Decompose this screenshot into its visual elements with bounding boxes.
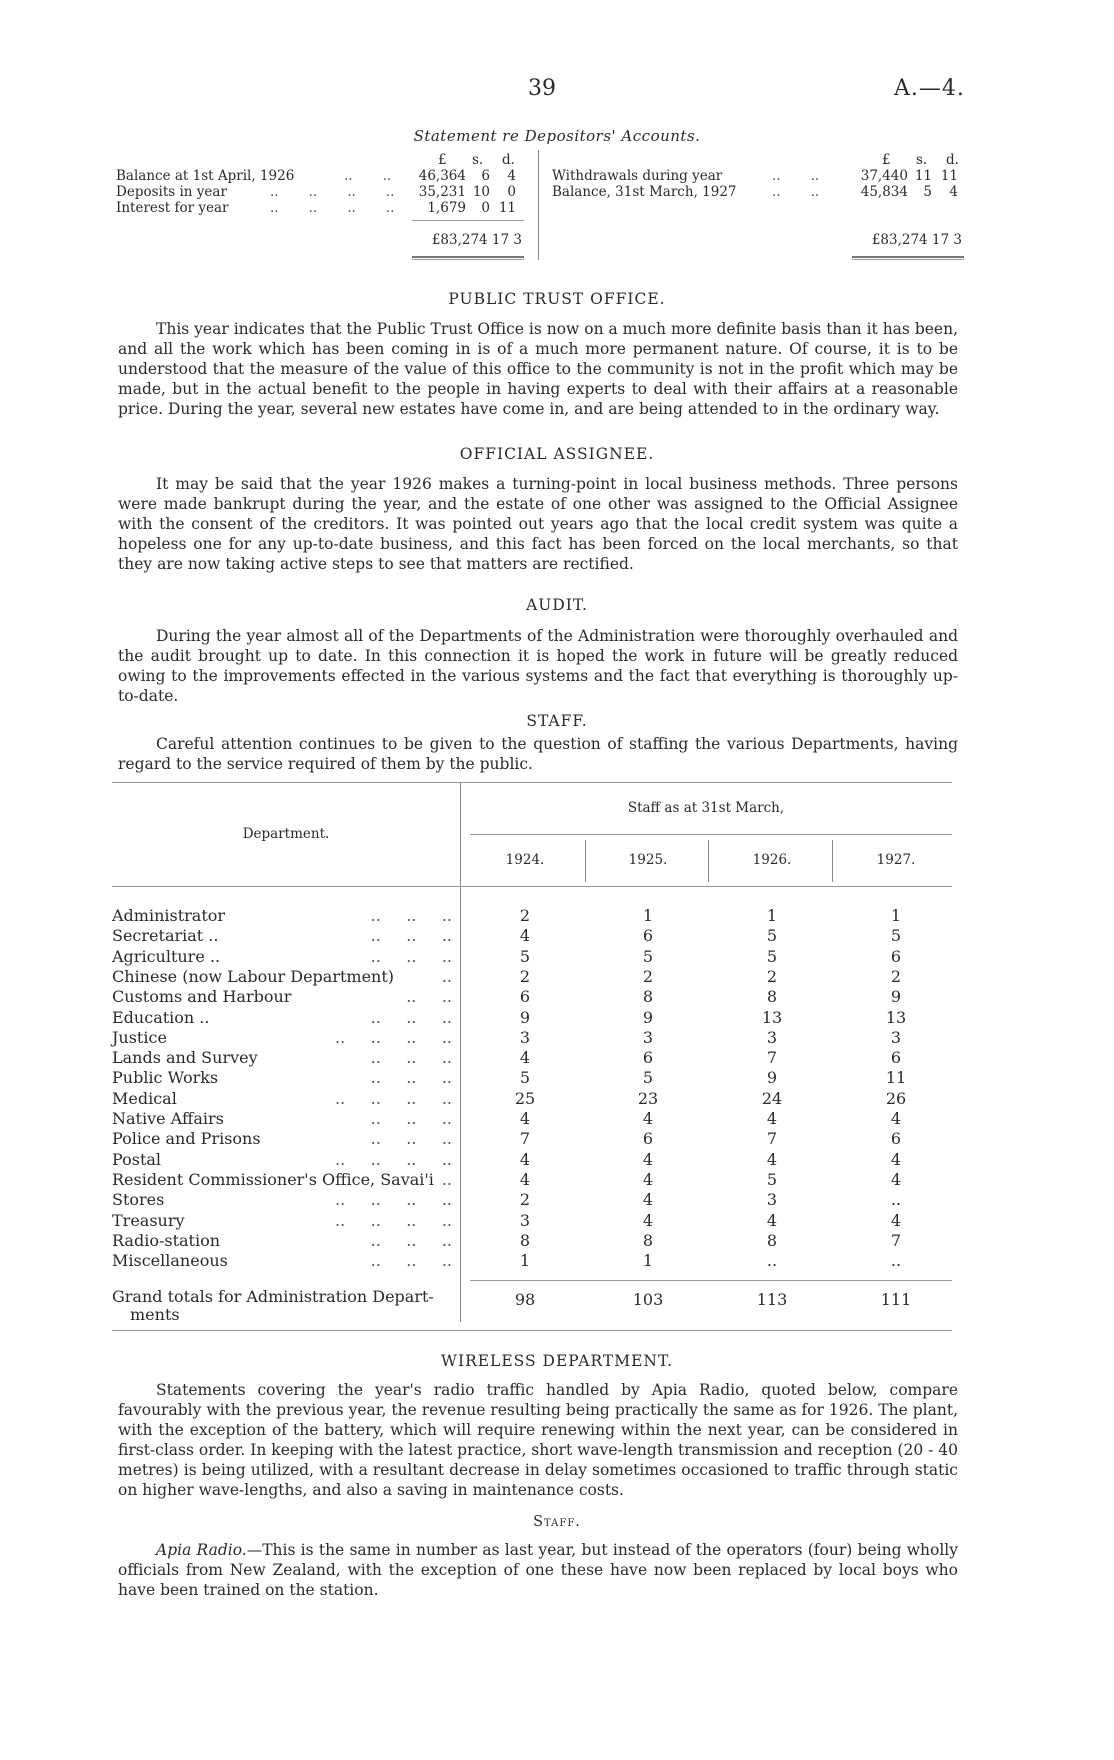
- pounds-value: 37,440: [860, 168, 908, 184]
- staff-count: 6: [642, 1129, 654, 1149]
- section-text: Statements covering the year's radio traffic handled by Apia Radio, quoted below, compare favourably with the previous year, the revenue resulting being practically the same as for 1926. The plant, with the exception of the battery, which will require renewing within the next year, can be considered in first-class order. In keeping with the latest practice, short wave-length transmission and reception (20 - 40 metres) is being utilized, with a resultant decrease in delay sometimes occasioned to traffic through static on higher wave-lengths, and also a saving in maintenance costs.: [118, 1381, 958, 1499]
- leader-dots: .. .. ..: [360, 946, 452, 966]
- staff-count: 8: [642, 987, 654, 1007]
- staff-count: 9: [766, 1068, 778, 1088]
- statement-divider: [538, 150, 539, 260]
- table-row: [112, 1211, 952, 1231]
- dept-name: Radio-station: [112, 1230, 221, 1250]
- sub-lead: Apia Radio.: [156, 1541, 247, 1559]
- table-row: [112, 1028, 952, 1048]
- section-heading: OFFICIAL ASSIGNEE.: [459, 445, 655, 463]
- leader-dots: .. .. ..: [370, 1230, 452, 1250]
- leader-dots: .. .. .. ..: [335, 1190, 452, 1210]
- staff-count: 6: [890, 946, 902, 966]
- sum-rule: [412, 220, 524, 221]
- leader-dots: .. ..: [344, 168, 392, 184]
- staff-count: 25: [514, 1088, 536, 1108]
- table-bottom-rule: [112, 1330, 952, 1331]
- staff-count: 8: [519, 1230, 531, 1250]
- leader-dots: .. .. .. ..: [270, 184, 395, 200]
- dept-name: Postal: [112, 1149, 162, 1169]
- pounds-value: 46,364: [418, 168, 466, 184]
- dept-name: Miscellaneous: [112, 1251, 228, 1271]
- year-divider: [585, 840, 586, 882]
- staff-count: 4: [642, 1169, 654, 1189]
- staff-count: 6: [642, 1048, 654, 1068]
- staff-count: 7: [519, 1129, 531, 1149]
- shillings-value: 11: [914, 168, 932, 184]
- table-row: [112, 947, 952, 967]
- staff-count: 5: [766, 926, 778, 946]
- group-header: Staff as at 31st March,: [627, 800, 785, 816]
- section-heading: PUBLIC TRUST OFFICE.: [448, 290, 666, 308]
- staff-count: 4: [642, 1190, 654, 1210]
- leader-dots: .. .. ..: [360, 1007, 452, 1027]
- leader-dots: .. .. ..: [370, 1068, 452, 1088]
- table-row: [112, 1150, 952, 1170]
- pence-header: d.: [502, 152, 515, 168]
- staff-count: 3: [642, 1027, 654, 1047]
- statement-title: Statement re Depositors' Accounts.: [413, 127, 701, 145]
- staff-count: ..: [890, 1251, 902, 1271]
- grand-total-label-line: ments: [130, 1305, 180, 1324]
- year-header: 1926.: [752, 852, 792, 868]
- statement-right-total: £83,274 17 3: [871, 232, 962, 248]
- staff-count: 3: [519, 1027, 531, 1047]
- table-top-rule: [112, 782, 952, 783]
- staff-count: 1: [519, 1251, 531, 1271]
- page-number: 39: [528, 76, 556, 101]
- staff-count: 9: [642, 1007, 654, 1027]
- shillings-value: 6: [481, 168, 490, 184]
- dept-name: Native Affairs: [112, 1109, 224, 1128]
- staff-count: 7: [766, 1048, 778, 1068]
- pence-value: 4: [949, 184, 958, 200]
- staff-count: 24: [761, 1088, 783, 1108]
- table-row: [112, 906, 952, 926]
- staff-count: 8: [642, 1230, 654, 1250]
- grand-total-value: 103: [632, 1290, 664, 1309]
- year-header: 1924.: [505, 852, 545, 868]
- pounds-header: £: [882, 152, 891, 168]
- pounds-value: 1,679: [427, 200, 466, 216]
- staff-count: 4: [519, 1048, 531, 1068]
- year-divider: [708, 840, 709, 882]
- staff-count: 1: [642, 1251, 654, 1271]
- table-row: [112, 1089, 952, 1109]
- shillings-header: s.: [916, 152, 928, 168]
- staff-count: 9: [890, 987, 902, 1007]
- table-row: [112, 1109, 952, 1129]
- pence-value: 11: [498, 200, 516, 216]
- pounds-value: 45,834: [860, 184, 908, 200]
- staff-count: 4: [890, 1149, 902, 1169]
- dept-name: Lands and Survey: [112, 1048, 258, 1068]
- page-reference: A.—4.: [894, 76, 965, 101]
- staff-count: 6: [890, 1048, 902, 1068]
- staff-count: 4: [642, 1149, 654, 1169]
- shillings-value: 0: [481, 200, 490, 216]
- header-bottom-rule: [112, 886, 952, 887]
- staff-count: 4: [519, 1169, 531, 1189]
- year-header: 1925.: [628, 852, 668, 868]
- statement-left-total: £83,274 17 3: [431, 232, 522, 248]
- dept-name: Medical: [112, 1088, 177, 1108]
- staff-count: 5: [642, 1068, 654, 1088]
- dept-name: Customs and Harbour: [112, 987, 292, 1007]
- grand-total-label: [112, 1288, 434, 1324]
- section-heading: STAFF.: [526, 712, 588, 730]
- sub-text: —This is the same in number as last year, but instead of the operators (four) being wholly officials from New Zealand, with the exception of one these have now been replaced by local boys who have been trained on the station.: [118, 1541, 959, 1599]
- table-row: [112, 1231, 952, 1251]
- leader-dots: .. .. ..: [370, 1251, 452, 1271]
- leader-dots: .. .. ..: [370, 1109, 452, 1128]
- leader-dots: .. .. ..: [370, 1048, 452, 1068]
- staff-count: 23: [637, 1088, 659, 1108]
- staff-count: 2: [519, 1190, 531, 1210]
- staff-count: 4: [766, 1109, 778, 1128]
- section-heading: AUDIT.: [526, 596, 588, 614]
- statement-label: Balance at 1st April, 1926: [116, 168, 295, 184]
- dept-name: Administrator: [112, 906, 226, 925]
- section-text: During the year almost all of the Departments of the Administration were thoroughly overhauled and the audit brought up to date. In this connection it is hoped the work in future will be greatly reduced owing to the improvements effected in the various systems and the fact that everything is thoroughly up-to-date.: [118, 627, 958, 705]
- staff-count: 4: [890, 1169, 902, 1189]
- dept-name: Stores: [112, 1190, 165, 1210]
- staff-count: 5: [519, 946, 531, 966]
- pence-header: d.: [946, 152, 959, 168]
- statement-label: Balance, 31st March, 1927: [552, 184, 737, 200]
- staff-count: 3: [519, 1210, 531, 1230]
- table-row: [112, 926, 952, 946]
- staff-count: 13: [885, 1007, 907, 1027]
- grand-total-value: 98: [514, 1290, 536, 1309]
- dept-name: Agriculture ..: [112, 946, 221, 966]
- pounds-value: 35,231: [418, 184, 466, 200]
- pounds-header: £: [438, 152, 447, 168]
- staff-count: 5: [766, 1169, 778, 1189]
- staff-count: 1: [890, 906, 902, 925]
- table-row: [112, 1068, 952, 1088]
- leader-dots: .. .. .. ..: [335, 1027, 452, 1047]
- staff-count: 6: [519, 987, 531, 1007]
- leader-dots: .. .. .. ..: [335, 1210, 452, 1230]
- dept-name: Police and Prisons: [112, 1129, 261, 1149]
- leader-dots: .. ..: [772, 168, 820, 184]
- table-row: [112, 967, 952, 987]
- leader-dots: .. .. ..: [360, 906, 452, 925]
- staff-count: 3: [766, 1190, 778, 1210]
- staff-count: 8: [766, 1230, 778, 1250]
- table-row: [112, 1008, 952, 1028]
- leader-dots: .. .. .. ..: [335, 1088, 452, 1108]
- double-rule: [412, 256, 524, 258]
- section-text: Careful attention continues to be given to the question of staffing the various Departments, having regard to the service required of them by the public.: [118, 735, 958, 773]
- staff-count: 11: [885, 1068, 907, 1088]
- leader-dots: ..: [441, 966, 452, 986]
- staff-count: 2: [519, 966, 531, 986]
- staff-count: 3: [890, 1027, 902, 1047]
- leader-dots: ..: [441, 1169, 452, 1189]
- table-row: [112, 1129, 952, 1149]
- table-row: [112, 987, 952, 1007]
- staff-count: 7: [766, 1129, 778, 1149]
- section-text: [118, 1540, 958, 1600]
- staff-count: 9: [519, 1007, 531, 1027]
- dept-name: Chinese (now Labour Department): [112, 966, 395, 986]
- grand-total-value: 111: [880, 1290, 912, 1309]
- dept-name: Education ..: [112, 1007, 210, 1027]
- staff-count: 4: [519, 1109, 531, 1128]
- staff-count: 5: [890, 926, 902, 946]
- section-text: This year indicates that the Public Trust Office is now on a much more definite basis than it has been, and all the work which has been coming in is of a much more permanent nature. Of course, it is to be understood that the measure of the value of this office to the community is not in the profit which may be made, but in the actual benefit to the people in having experts to deal with their affairs at a reasonable price. During the year, several new estates have come in, and are being attended to in the ordinary way.: [118, 320, 958, 418]
- dept-name: Secretariat ..: [112, 926, 219, 946]
- section-heading: WIRELESS DEPARTMENT.: [441, 1352, 673, 1370]
- leader-dots: .. ..: [406, 987, 452, 1007]
- sub-heading: Staff.: [533, 1514, 581, 1530]
- staff-count: 4: [766, 1149, 778, 1169]
- leader-dots: .. .. ..: [360, 926, 452, 946]
- staff-count: 1: [766, 906, 778, 925]
- double-rule: [412, 259, 524, 260]
- staff-count: 6: [890, 1129, 902, 1149]
- shillings-value: 10: [472, 184, 490, 200]
- shillings-header: s.: [472, 152, 484, 168]
- dept-name: Public Works: [112, 1068, 219, 1088]
- year-header: 1927.: [876, 852, 916, 868]
- staff-count: 4: [642, 1109, 654, 1128]
- leader-dots: .. ..: [772, 184, 820, 200]
- staff-count: 4: [766, 1210, 778, 1230]
- leader-dots: .. .. ..: [370, 1129, 452, 1149]
- staff-count: 1: [642, 906, 654, 925]
- staff-count: 6: [642, 926, 654, 946]
- staff-count: 4: [890, 1109, 902, 1128]
- grand-total-value: 113: [756, 1290, 788, 1309]
- staff-count: ..: [890, 1190, 902, 1210]
- shillings-value: 5: [923, 184, 932, 200]
- section-text: It may be said that the year 1926 makes a turning-point in local business methods. Three persons were made bankrupt during the year, and the estate of one other was assigned to the Official Assignee with the consent of the creditors. It was pointed out years ago that the local credit system was quite a hopeless one for any up-to-date business, and this fact has been forced on the local merchants, so that they are now taking active steps to see that matters are rectified.: [118, 475, 958, 573]
- pence-value: 0: [507, 184, 516, 200]
- grand-total-label-line: Grand totals for Administration Depart-: [112, 1287, 434, 1306]
- staff-count: 4: [890, 1210, 902, 1230]
- staff-count: 2: [642, 966, 654, 986]
- table-row: [112, 1048, 952, 1068]
- staff-count: 4: [519, 1149, 531, 1169]
- dept-name: Justice: [112, 1027, 167, 1047]
- staff-count: 13: [761, 1007, 783, 1027]
- dept-name: Treasury: [112, 1210, 185, 1230]
- statement-label: Interest for year: [116, 200, 229, 216]
- staff-count: 7: [890, 1230, 902, 1250]
- pence-value: 11: [940, 168, 958, 184]
- totals-rule: [470, 1280, 952, 1281]
- staff-count: 3: [766, 1027, 778, 1047]
- staff-count: 2: [890, 966, 902, 986]
- double-rule: [852, 256, 964, 258]
- staff-count: ..: [766, 1251, 778, 1271]
- table-row: [112, 1251, 952, 1271]
- pence-value: 4: [507, 168, 516, 184]
- staff-count: 2: [519, 906, 531, 925]
- staff-count: 26: [885, 1088, 907, 1108]
- year-divider: [832, 840, 833, 882]
- staff-count: 4: [519, 926, 531, 946]
- leader-dots: .. .. .. ..: [270, 200, 395, 216]
- table-row: [112, 1190, 952, 1210]
- staff-count: 5: [766, 946, 778, 966]
- statement-label: Withdrawals during year: [552, 168, 723, 184]
- staff-count: 4: [642, 1210, 654, 1230]
- statement-label: Deposits in year: [116, 184, 227, 200]
- staff-count: 5: [519, 1068, 531, 1088]
- staff-count: 5: [642, 946, 654, 966]
- double-rule: [852, 259, 964, 260]
- dept-header: Department.: [242, 826, 330, 842]
- dept-name: Resident Commissioner's Office, Savai'i: [112, 1169, 434, 1189]
- staff-count: 2: [766, 966, 778, 986]
- table-row: [112, 1170, 952, 1190]
- leader-dots: .. .. .. ..: [335, 1149, 452, 1169]
- group-rule: [470, 834, 952, 835]
- staff-count: 8: [766, 987, 778, 1007]
